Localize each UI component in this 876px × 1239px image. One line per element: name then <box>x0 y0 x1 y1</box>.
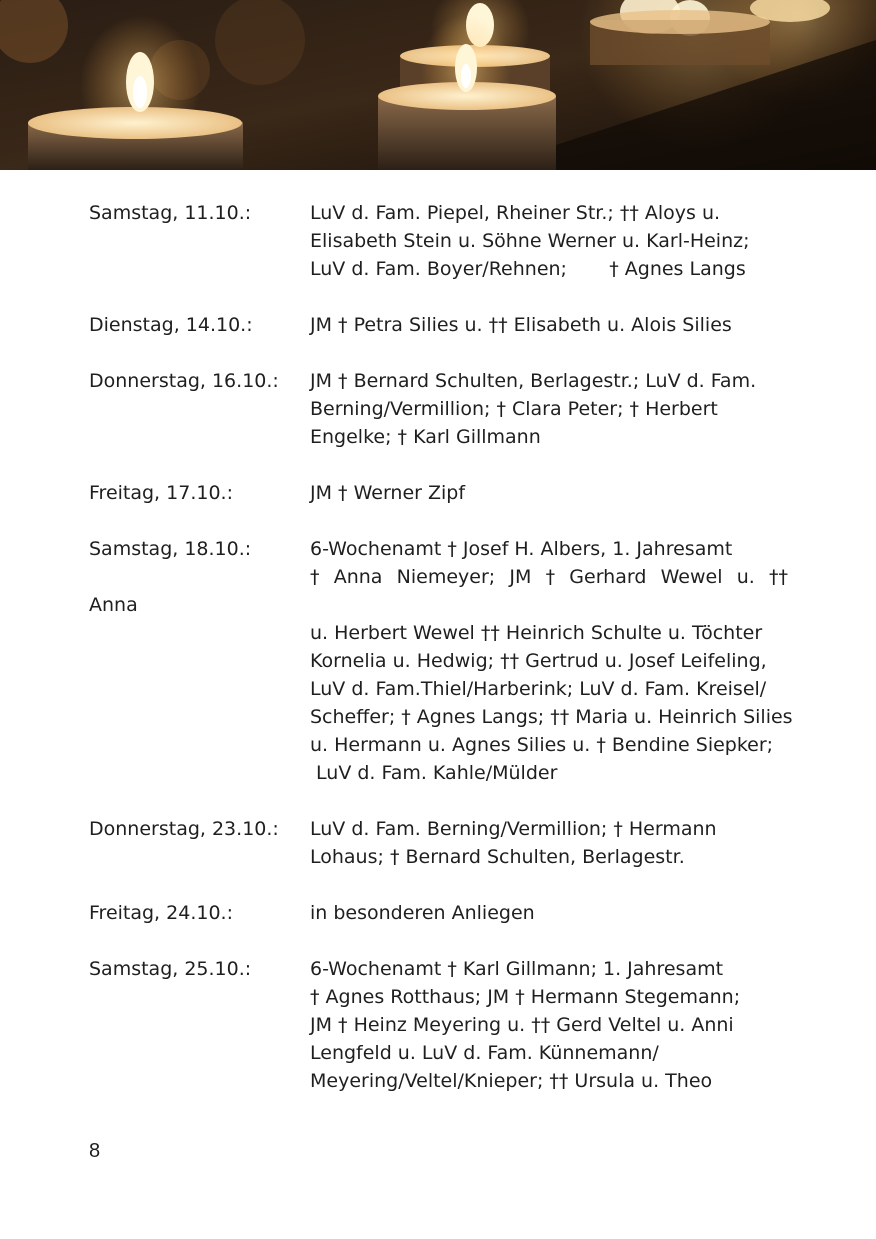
word: Gerhard <box>569 566 647 588</box>
intention-line-justified <box>310 563 788 591</box>
intention-line: JM † Petra Silies u. †† Elisabeth u. Alois Silies <box>310 314 732 336</box>
entry-date: Samstag, 18.10.: <box>89 538 252 560</box>
page-number: 8 <box>89 1140 101 1162</box>
entry-intentions <box>310 367 790 451</box>
entry-aside-name: Anna <box>89 594 138 616</box>
word: Anna <box>333 566 383 588</box>
intention-line: u. Hermann u. Agnes Silies u. † Bendine Siepker; <box>310 734 774 756</box>
intention-line: LuV d. Fam.Thiel/Harberink; LuV d. Fam. Kreisel/ <box>310 678 767 700</box>
entry-date: Freitag, 24.10.: <box>89 902 233 924</box>
entry-date: Samstag, 25.10.: <box>89 958 252 980</box>
intention-line: Lohaus; † Bernard Schulten, Berlagestr. <box>310 846 685 868</box>
entry-intentions <box>310 479 790 507</box>
entry-date: Dienstag, 14.10.: <box>89 314 253 336</box>
intention-line: Elisabeth Stein u. Söhne Werner u. Karl-Heinz; <box>310 230 750 252</box>
word: u. <box>736 566 755 588</box>
intention-line: 6-Wochenamt † Karl Gillmann; 1. Jahresamt <box>310 958 724 980</box>
intention-line-blank <box>310 591 790 619</box>
intention-line: JM † Werner Zipf <box>310 482 466 504</box>
intention-line: Lengfeld u. LuV d. Fam. Künnemann/ <box>310 1042 659 1064</box>
word: †† <box>768 566 788 588</box>
intention-line: Kornelia u. Hedwig; †† Gertrud u. Josef Leifeling, <box>310 650 767 672</box>
candles-banner-image <box>0 0 876 170</box>
intention-line: JM † Bernard Schulten, Berlagestr.; LuV d. Fam. <box>310 370 757 392</box>
intention-line: JM † Heinz Meyering u. †† Gerd Veltel u. Anni <box>310 1014 734 1036</box>
word: JM <box>509 566 532 588</box>
intention-line: Scheffer; † Agnes Langs; †† Maria u. Heinrich Silies <box>310 706 793 728</box>
intention-line: LuV d. Fam. Berning/Vermillion; † Hermann <box>310 818 717 840</box>
entry-date: Samstag, 11.10.: <box>89 202 252 224</box>
word: Niemeyer; <box>396 566 496 588</box>
entry-intentions <box>310 815 790 871</box>
entry-intentions <box>310 199 790 283</box>
intention-line: 6-Wochenamt † Josef H. Albers, 1. Jahresamt <box>310 538 733 560</box>
word: † <box>545 566 556 588</box>
word: † <box>310 566 320 588</box>
intention-line: Meyering/Veltel/Knieper; †† Ursula u. Theo <box>310 1070 713 1092</box>
entry-intentions <box>310 311 790 339</box>
entry-intentions <box>310 955 790 1095</box>
entry-intentions <box>310 535 793 787</box>
word: Wewel <box>660 566 723 588</box>
intention-line: Berning/Vermillion; † Clara Peter; † Herbert <box>310 398 718 420</box>
intention-line: LuV d. Fam. Piepel, Rheiner Str.; †† Aloys u. <box>310 202 721 224</box>
entry-date: Donnerstag, 23.10.: <box>89 818 279 840</box>
intention-line: LuV d. Fam. Kahle/Mülder <box>310 762 558 784</box>
intention-line: in besonderen Anliegen <box>310 902 535 924</box>
intention-line: LuV d. Fam. Boyer/Rehnen; † Agnes Langs <box>310 258 746 280</box>
entry-date: Freitag, 17.10.: <box>89 482 233 504</box>
entry-date: Donnerstag, 16.10.: <box>89 370 279 392</box>
entry-intentions <box>310 899 790 927</box>
intention-line: u. Herbert Wewel †† Heinrich Schulte u. Töchter <box>310 622 763 644</box>
intention-line: † Agnes Rotthaus; JM † Hermann Stegemann; <box>310 986 741 1008</box>
intention-line: Engelke; † Karl Gillmann <box>310 426 541 448</box>
